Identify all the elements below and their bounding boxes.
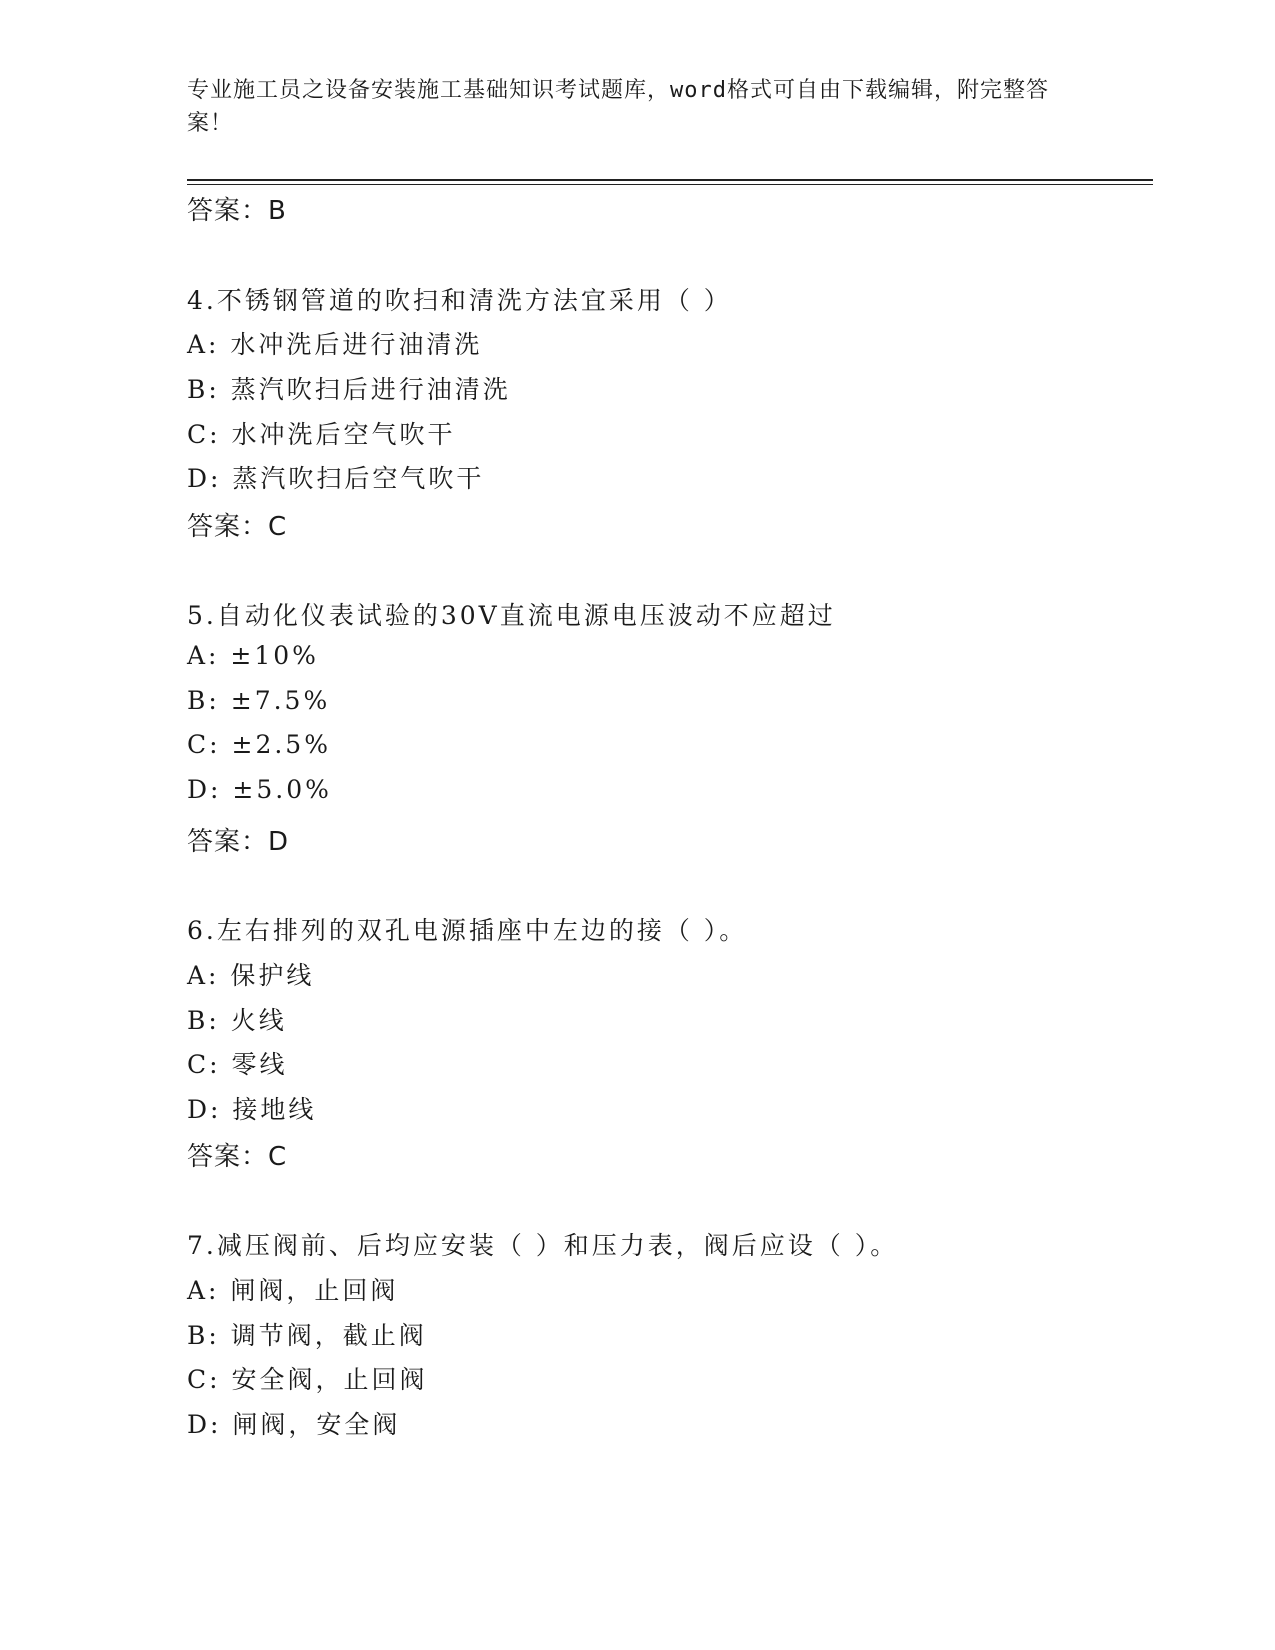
option-d: D: ±5.0% [187,775,332,804]
question-stem: 6.左右排列的双孔电源插座中左边的接（ ）。 [187,916,748,945]
answer: 答案：C [187,512,288,542]
header-divider-thin [187,184,1153,185]
option-a: A: 水冲洗后进行油清洗 [187,330,483,359]
option-a: A: ±10% [187,641,319,670]
answer: 答案：D [187,827,290,857]
answer: 答案：C [187,1142,288,1172]
option-c: C: 零线 [187,1050,288,1079]
header-divider [187,179,1153,181]
question-stem: 4.不锈钢管道的吹扫和清洗方法宜采用（ ） [187,286,732,315]
option-c: C: ±2.5% [187,730,331,759]
option-a: A: 保护线 [187,961,315,990]
option-d: D: 蒸汽吹扫后空气吹干 [187,464,485,493]
question-stem: 5.自动化仪表试验的30V直流电源电压波动不应超过 [187,601,836,630]
option-b: B: ±7.5% [187,686,331,715]
option-d: D: 闸阀，安全阀 [187,1410,401,1439]
option-b: B: 调节阀，截止阀 [187,1321,427,1350]
option-a: A: 闸阀，止回阀 [187,1276,399,1305]
option-b: B: 蒸汽吹扫后进行油清洗 [187,375,511,404]
question-stem: 7.减压阀前、后均应安装（ ）和压力表，阀后应设（ ）。 [187,1231,899,1260]
option-c: C: 安全阀，止回阀 [187,1365,428,1394]
option-d: D: 接地线 [187,1095,317,1124]
previous-answer: 答案：B [187,196,287,226]
option-c: C: 水冲洗后空气吹干 [187,420,456,449]
option-b: B: 火线 [187,1006,287,1035]
document-header: 专业施工员之设备安装施工基础知识考试题库，word格式可自由下载编辑，附完整答案！ [187,78,1049,136]
